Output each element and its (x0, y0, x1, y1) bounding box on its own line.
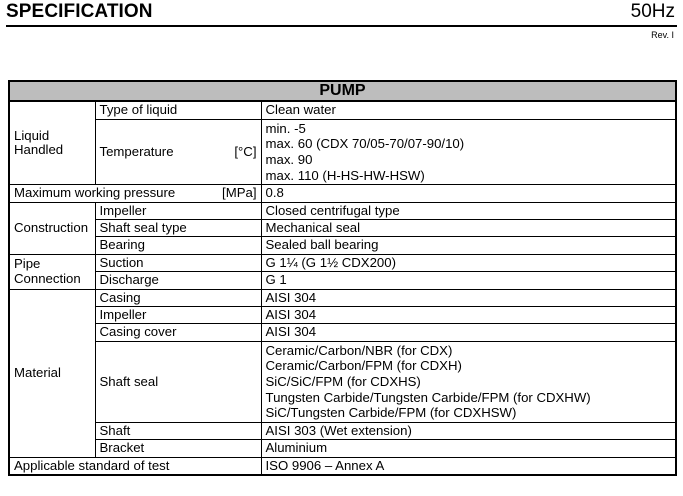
row-value: Mechanical seal (261, 220, 676, 237)
table-row (9, 324, 676, 341)
unit-label: [°C] (234, 143, 257, 159)
group-label-line: Pipe (14, 256, 41, 272)
table-row (9, 457, 676, 475)
row-value: G 1 (261, 272, 676, 289)
group-liquid-handled (9, 101, 95, 184)
row-value: G 1¼ (G 1½ CDX200) (261, 254, 676, 271)
table-row (9, 202, 676, 219)
group-label-line: Connection (14, 270, 81, 286)
value-line: Ceramic/Carbon/FPM (for CDXH) (265, 358, 462, 374)
row-value: AISI 304 (261, 307, 676, 324)
row-label: Bracket (95, 440, 261, 457)
value-line: SiC/SiC/FPM (for CDXHS) (265, 374, 421, 390)
value-line: max. 60 (CDX 70/05-70/07-90/10) (265, 136, 465, 152)
value-line: Ceramic/Carbon/NBR (for CDX) (265, 342, 453, 358)
row-value: Sealed ball bearing (261, 237, 676, 254)
revision-label: Rev. I (651, 30, 674, 40)
row-label: Suction (95, 254, 261, 271)
row-label: Maximum working pressure (14, 185, 176, 201)
row-label: Casing cover (95, 324, 261, 341)
row-value: AISI 304 (261, 324, 676, 341)
table-row (9, 254, 676, 271)
table-row (9, 119, 676, 184)
group-label-line: Handled (14, 142, 64, 158)
value-line: max. 90 (265, 152, 313, 167)
page-title: SPECIFICATION (6, 1, 153, 22)
table-row (9, 101, 676, 119)
table-row (9, 185, 676, 202)
group-label-line: Liquid (14, 127, 50, 143)
group-construction: Construction (9, 202, 95, 254)
table-row (9, 272, 676, 289)
table-row (9, 307, 676, 324)
table-row (9, 237, 676, 254)
table-row (9, 341, 676, 422)
row-label: Casing (95, 289, 261, 306)
row-label-temperature (95, 119, 261, 184)
row-value: 0.8 (261, 185, 676, 202)
value-line: min. -5 (265, 120, 306, 136)
row-label: Temperature (99, 143, 174, 159)
row-label: Shaft (95, 422, 261, 439)
value-line: SiC/Tungsten Carbide/FPM (for CDXHSW) (265, 405, 517, 421)
group-pipe-connection (9, 254, 95, 289)
value-line: max. 110 (H-HS-HW-HSW) (265, 167, 425, 183)
table-row (9, 289, 676, 306)
group-material: Material (9, 289, 95, 457)
table-heading: PUMP (9, 81, 676, 101)
table-row (9, 440, 676, 457)
header-rule (6, 25, 677, 27)
value-line: Tungsten Carbide/Tungsten Carbide/FPM (for CDXHW) (265, 389, 591, 405)
row-value: ISO 9906 – Annex A (261, 457, 676, 475)
row-value: AISI 303 (Wet extension) (261, 422, 676, 439)
frequency-label: 50Hz (630, 1, 675, 22)
row-value-temperature (261, 119, 676, 184)
row-value: Closed centrifugal type (261, 202, 676, 219)
row-label: Type of liquid (95, 101, 261, 119)
table-row (9, 220, 676, 237)
row-label: Shaft seal (95, 341, 261, 422)
row-label: Applicable standard of test (9, 457, 261, 475)
row-value: Clean water (261, 101, 676, 119)
pump-spec-table (8, 80, 677, 476)
row-value: Aluminium (261, 440, 676, 457)
row-label: Discharge (95, 272, 261, 289)
row-label: Impeller (95, 307, 261, 324)
row-value: AISI 304 (261, 289, 676, 306)
unit-label: [MPa] (222, 185, 257, 201)
table-row (9, 422, 676, 439)
row-value-shaft-seal (261, 341, 676, 422)
row-label-pressure (9, 185, 261, 202)
row-label: Bearing (95, 237, 261, 254)
row-label: Shaft seal type (95, 220, 261, 237)
row-label: Impeller (95, 202, 261, 219)
